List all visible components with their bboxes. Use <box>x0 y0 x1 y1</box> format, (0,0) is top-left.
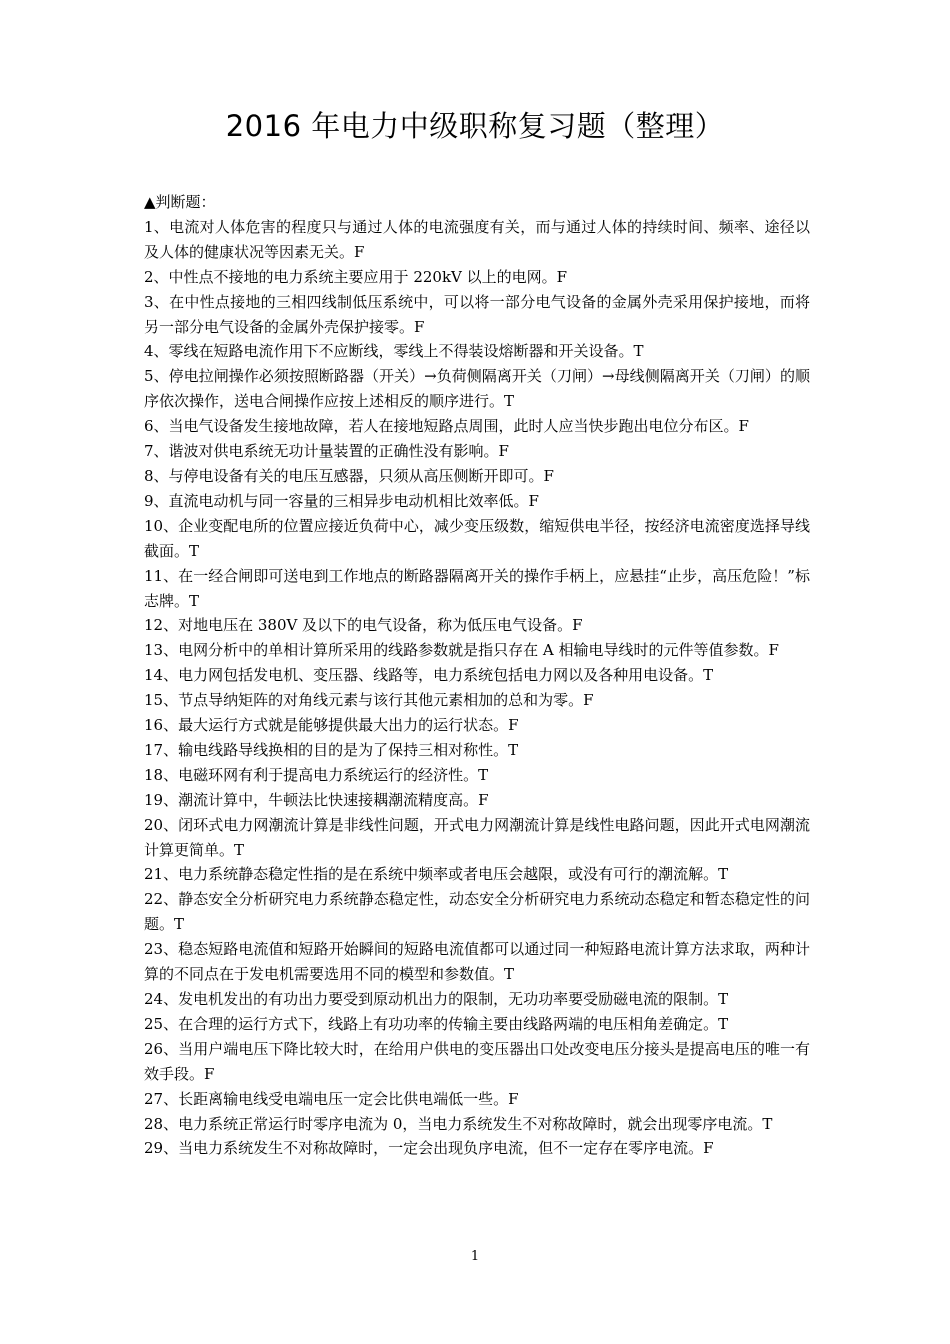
question-item: 25、在合理的运行方式下，线路上有功功率的传输主要由线路两端的电压相角差确定。T <box>144 1014 729 1033</box>
section-heading: ▲判断题： <box>144 193 216 211</box>
question-item: 9、直流电动机与同一容量的三相异步电动机相比效率低。F <box>144 491 539 510</box>
question-item: 2、中性点不接地的电力系统主要应用于 220kV 以上的电网。F <box>144 267 568 286</box>
question-item: 3、在中性点接地的三相四线制低压系统中，可以将一部分电气设备的金属外壳采用保护接地，而将另一部分电气设备的金属外壳保护接零。F <box>144 292 810 336</box>
question-item: 28、电力系统正常运行时零序电流为 0，当电力系统发生不对称故障时，就会出现零序电流。T <box>144 1114 773 1133</box>
question-item: 11、在一经合闸即可送电到工作地点的断路器隔离开关的操作手柄上，应悬挂“止步，高压危险！”标志牌。T <box>144 566 810 610</box>
question-item: 17、输电线路导线换相的目的是为了保持三相对称性。T <box>144 740 519 759</box>
question-item: 15、节点导纳矩阵的对角线元素与该行其他元素相加的总和为零。F <box>144 691 594 710</box>
question-item: 8、与停电设备有关的电压互感器，只须从高压侧断开即可。F <box>144 466 554 485</box>
document-body <box>144 190 810 1161</box>
page-number: 1 <box>470 1249 480 1264</box>
question-item: 29、当电力系统发生不对称故障时，一定会出现负序电流，但不一定存在零序电流。F <box>144 1139 714 1158</box>
question-item: 6、当电气设备发生接地故障，若人在接地短路点周围，此时人应当快步跑出电位分布区。F <box>144 417 749 436</box>
question-item: 22、静态安全分析研究电力系统静态稳定性，动态安全分析研究电力系统动态稳定和暂态稳定性的问题。T <box>144 890 810 934</box>
question-item: 26、当用户端电压下降比较大时，在给用户供电的变压器出口处改变电压分接头是提高电压的唯一有效手段。F <box>144 1039 810 1083</box>
question-item: 16、最大运行方式就是能够提供最大出力的运行状态。F <box>144 716 519 735</box>
question-item: 20、闭环式电力网潮流计算是非线性问题，开式电力网潮流计算是线性电路问题，因此开式电网潮流计算更简单。T <box>144 815 810 859</box>
question-item: 5、停电拉闸操作必须按照断路器（开关）→负荷侧隔离开关（刀闸）→母线侧隔离开关（刀闸）的顺序依次操作，送电合闸操作应按上述相反的顺序进行。T <box>144 367 810 411</box>
question-item: 23、稳态短路电流值和短路开始瞬间的短路电流值都可以通过同一种短路电流计算方法求取，两种计算的不同点在于发电机需要选用不同的模型和参数值。T <box>144 940 810 984</box>
question-item: 18、电磁环网有利于提高电力系统运行的经济性。T <box>144 765 489 784</box>
question-item: 12、对地电压在 380V 及以下的电气设备，称为低压电气设备。F <box>144 616 583 635</box>
question-item: 13、电网分析中的单相计算所采用的线路参数就是指只存在 A 相输电导线时的元件等值参数。F <box>144 641 779 660</box>
question-item: 7、谐波对供电系统无功计量装置的正确性没有影响。F <box>144 442 509 461</box>
question-item: 27、长距离输电线受电端电压一定会比供电端低一些。F <box>144 1089 519 1108</box>
question-item: 21、电力系统静态稳定性指的是在系统中频率或者电压会越限，或没有可行的潮流解。T <box>144 865 729 884</box>
question-item: 24、发电机发出的有功出力要受到原动机出力的限制，无功功率要受励磁电流的限制。T <box>144 990 729 1008</box>
question-item: 19、潮流计算中，牛顿法比快速接耦潮流精度高。F <box>144 790 489 809</box>
question-item: 4、零线在短路电流作用下不应断线，零线上不得装设熔断器和开关设备。T <box>144 342 644 361</box>
question-item: 1、电流对人体危害的程度只与通过人体的电流强度有关，而与通过人体的持续时间、频率、途径以及人体的健康状况等因素无关。F <box>144 217 810 261</box>
question-item: 14、电力网包括发电机、变压器、线路等，电力系统包括电力网以及各种用电设备。T <box>144 666 714 685</box>
question-item: 10、企业变配电所的位置应接近负荷中心，减少变压级数，缩短供电半径，按经济电流密度选择导线截面。T <box>144 516 810 560</box>
document-title: 2016 年电力中级职称复习题（整理） <box>225 109 725 143</box>
